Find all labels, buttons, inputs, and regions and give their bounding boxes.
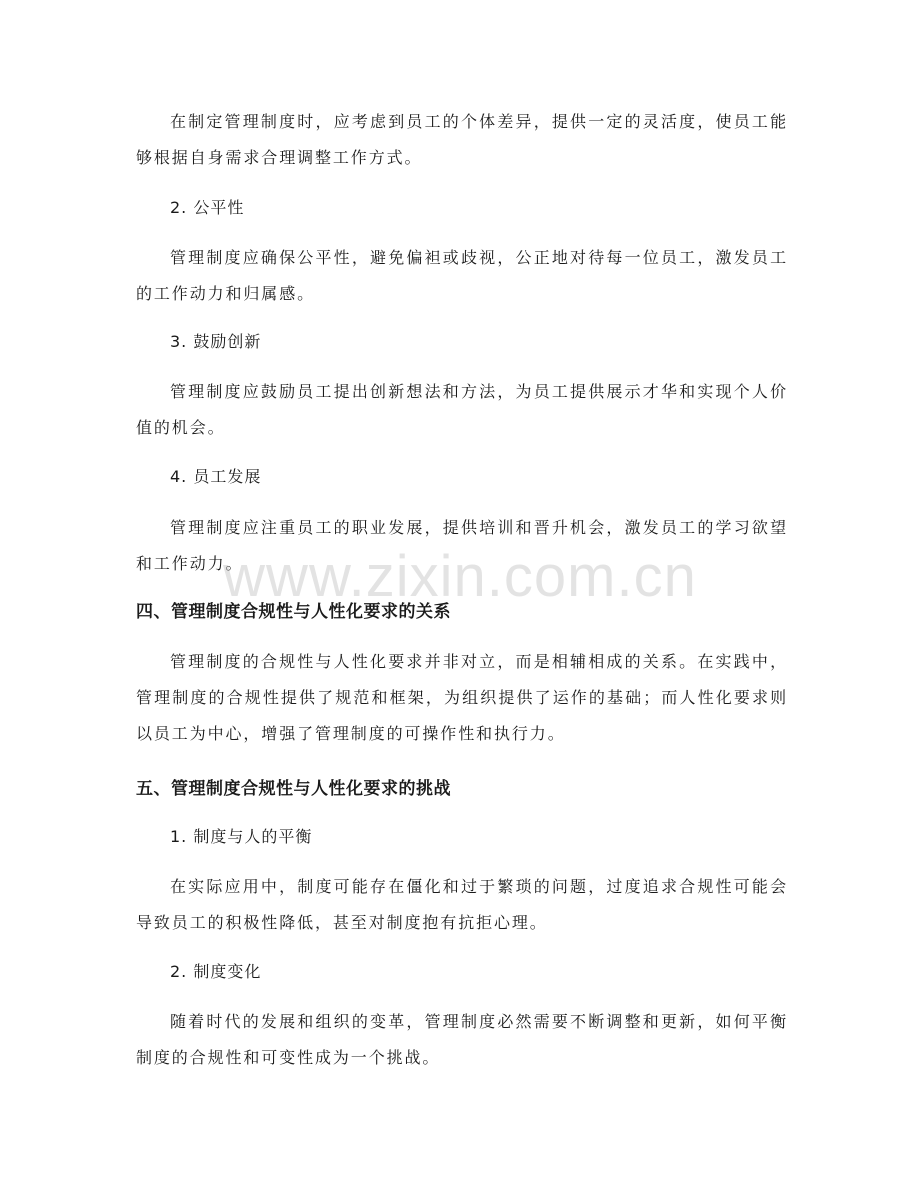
- watermark-text: www.zixin.com.cn: [223, 544, 697, 609]
- section-heading-challenges: 五、管理制度合规性与人性化要求的挑战: [136, 779, 451, 799]
- paragraph-flexibility: 在制定管理制度时，应考虑到员工的个体差异，提供一定的灵活度，使员工能够根据自身需求合理调整工作方式。: [136, 112, 788, 167]
- paragraph-development: 管理制度应注重员工的职业发展，提供培训和晋升机会，激发员工的学习欲望和工作动力。: [136, 518, 788, 573]
- item-development-heading: 4. 员工发展: [170, 467, 262, 486]
- section-heading-relationship: 四、管理制度合规性与人性化要求的关系: [136, 602, 451, 622]
- paragraph-fairness: 管理制度应确保公平性，避免偏袒或歧视，公正地对待每一位员工，激发员工的工作动力和归属感。: [136, 248, 788, 303]
- item-innovation-heading: 3. 鼓励创新: [170, 332, 262, 351]
- paragraph-balance: 在实际应用中，制度可能存在僵化和过于繁琐的问题，过度追求合规性可能会导致员工的积极性降低，甚至对制度抱有抗拒心理。: [136, 877, 788, 932]
- item-change-heading: 2. 制度变化: [170, 962, 262, 981]
- paragraph-innovation: 管理制度应鼓励员工提出创新想法和方法，为员工提供展示才华和实现个人价值的机会。: [136, 382, 788, 437]
- item-fairness-heading: 2. 公平性: [170, 198, 245, 217]
- paragraph-relationship: 管理制度的合规性与人性化要求并非对立，而是相辅相成的关系。在实践中，管理制度的合规性提供了规范和框架，为组织提供了运作的基础；而人性化要求则以员工为中心，增强了管理制度的可操作性和执行力。: [136, 652, 788, 743]
- paragraph-change: 随着时代的发展和组织的变革，管理制度必然需要不断调整和更新，如何平衡制度的合规性和可变性成为一个挑战。: [136, 1012, 788, 1067]
- item-balance-heading: 1. 制度与人的平衡: [170, 827, 313, 846]
